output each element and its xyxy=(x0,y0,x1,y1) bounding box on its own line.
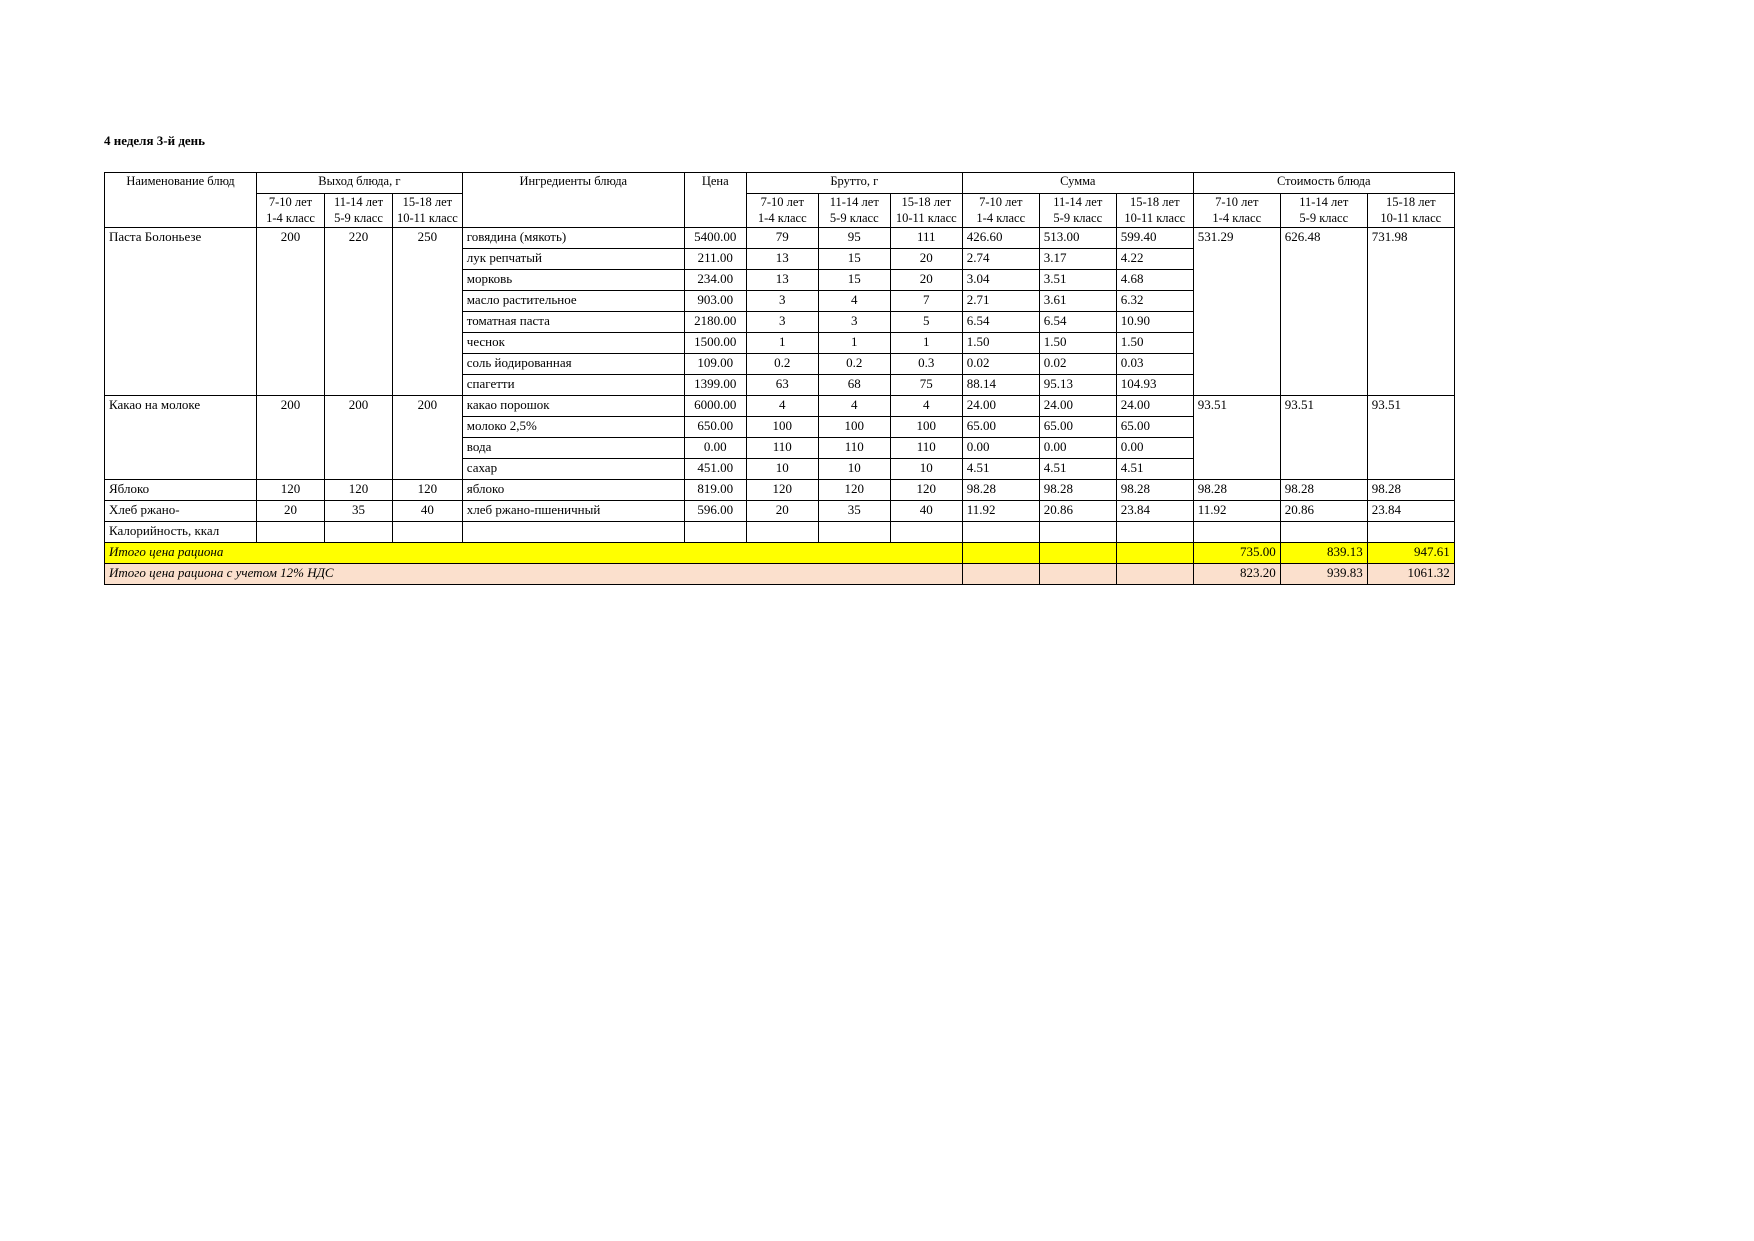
ingredient-price: 0.00 xyxy=(684,438,746,459)
dish-output-3: 250 xyxy=(393,228,463,396)
ingredient-brutto-1: 0.2 xyxy=(746,354,818,375)
dish-name: Хлеб ржано- xyxy=(105,501,257,522)
ingredient-brutto-1: 63 xyxy=(746,375,818,396)
ingredient-name: сахар xyxy=(462,459,684,480)
dish-name: Паста Болоньезе xyxy=(105,228,257,396)
ingredient-brutto-3: 5 xyxy=(890,312,962,333)
calories-cell-3 xyxy=(393,522,463,543)
ingredient-sum-2: 98.28 xyxy=(1039,480,1116,501)
ingredient-sum-3: 0.03 xyxy=(1116,354,1193,375)
ingredient-sum-2: 0.02 xyxy=(1039,354,1116,375)
ingredient-price: 2180.00 xyxy=(684,312,746,333)
total-price-value-1: 735.00 xyxy=(1193,543,1280,564)
ingredient-price: 5400.00 xyxy=(684,228,746,249)
ingredient-sum-1: 98.28 xyxy=(962,480,1039,501)
total-price-value-2: 839.13 xyxy=(1280,543,1367,564)
dish-cost-3: 23.84 xyxy=(1367,501,1454,522)
ingredient-price: 1500.00 xyxy=(684,333,746,354)
ingredient-sum-2: 95.13 xyxy=(1039,375,1116,396)
ingredient-sum-2: 20.86 xyxy=(1039,501,1116,522)
dish-output-2: 120 xyxy=(325,480,393,501)
vat-blank-3 xyxy=(1116,564,1193,585)
ingredient-sum-3: 104.93 xyxy=(1116,375,1193,396)
header-cost-age-2: 11-14 лет 5-9 класс xyxy=(1280,194,1367,228)
dish-output-1: 200 xyxy=(257,396,325,480)
ingredient-brutto-1: 100 xyxy=(746,417,818,438)
ingredient-sum-2: 1.50 xyxy=(1039,333,1116,354)
dish-cost-1: 11.92 xyxy=(1193,501,1280,522)
ingredient-price: 234.00 xyxy=(684,270,746,291)
ingredient-brutto-1: 13 xyxy=(746,270,818,291)
menu-cost-table xyxy=(104,172,1455,585)
ingredient-sum-3: 599.40 xyxy=(1116,228,1193,249)
vat-price-label: Итого цена рациона с учетом 12% НДС xyxy=(105,564,963,585)
ingredient-sum-3: 4.51 xyxy=(1116,459,1193,480)
ingredient-sum-1: 88.14 xyxy=(962,375,1039,396)
ingredient-brutto-2: 15 xyxy=(818,249,890,270)
ingredient-sum-1: 2.71 xyxy=(962,291,1039,312)
dish-name: Какао на молоке xyxy=(105,396,257,480)
ingredient-sum-1: 1.50 xyxy=(962,333,1039,354)
ingredient-brutto-2: 3 xyxy=(818,312,890,333)
calories-row xyxy=(105,522,1455,543)
total-price-value-3: 947.61 xyxy=(1367,543,1454,564)
header-name: Наименование блюд xyxy=(105,173,257,228)
ingredient-brutto-2: 4 xyxy=(818,291,890,312)
ingredient-name: молоко 2,5% xyxy=(462,417,684,438)
header-output-group: Выход блюда, г xyxy=(257,173,463,194)
vat-price-value-2: 939.83 xyxy=(1280,564,1367,585)
ingredient-sum-3: 4.68 xyxy=(1116,270,1193,291)
ingredient-brutto-1: 120 xyxy=(746,480,818,501)
header-output-age-3: 15-18 лет 10-11 класс xyxy=(393,194,463,228)
dish-cost-2: 93.51 xyxy=(1280,396,1367,480)
header-cost-age-3: 15-18 лет 10-11 класс xyxy=(1367,194,1454,228)
dish-cost-2: 98.28 xyxy=(1280,480,1367,501)
ingredient-sum-1: 0.00 xyxy=(962,438,1039,459)
ingredient-name: какао порошок xyxy=(462,396,684,417)
dish-output-3: 40 xyxy=(393,501,463,522)
ingredient-name: хлеб ржано-пшеничный xyxy=(462,501,684,522)
header-row-groups xyxy=(105,173,1455,194)
header-sum-group: Сумма xyxy=(962,173,1193,194)
dish-output-1: 120 xyxy=(257,480,325,501)
ingredient-brutto-3: 0.3 xyxy=(890,354,962,375)
table-row xyxy=(105,480,1455,501)
total-blank-2 xyxy=(1039,543,1116,564)
ingredient-sum-3: 6.32 xyxy=(1116,291,1193,312)
total-blank-3 xyxy=(1116,543,1193,564)
ingredient-sum-2: 3.51 xyxy=(1039,270,1116,291)
dish-output-1: 20 xyxy=(257,501,325,522)
table-row xyxy=(105,228,1455,249)
dish-cost-1: 98.28 xyxy=(1193,480,1280,501)
ingredient-price: 211.00 xyxy=(684,249,746,270)
table-row xyxy=(105,396,1455,417)
ingredient-price: 1399.00 xyxy=(684,375,746,396)
dish-output-3: 120 xyxy=(393,480,463,501)
ingredient-sum-1: 65.00 xyxy=(962,417,1039,438)
ingredient-sum-1: 2.74 xyxy=(962,249,1039,270)
ingredient-price: 650.00 xyxy=(684,417,746,438)
ingredient-name: масло растительное xyxy=(462,291,684,312)
ingredient-sum-3: 10.90 xyxy=(1116,312,1193,333)
calories-cell-9 xyxy=(962,522,1039,543)
dish-cost-1: 93.51 xyxy=(1193,396,1280,480)
ingredient-sum-1: 11.92 xyxy=(962,501,1039,522)
ingredient-sum-2: 513.00 xyxy=(1039,228,1116,249)
ingredient-brutto-1: 4 xyxy=(746,396,818,417)
dish-output-2: 35 xyxy=(325,501,393,522)
vat-blank-2 xyxy=(1039,564,1116,585)
calories-cell-14 xyxy=(1367,522,1454,543)
dish-output-2: 200 xyxy=(325,396,393,480)
vat-blank-1 xyxy=(962,564,1039,585)
dish-cost-3: 98.28 xyxy=(1367,480,1454,501)
header-ingredients: Ингредиенты блюда xyxy=(462,173,684,228)
header-cost-age-1: 7-10 лет 1-4 класс xyxy=(1193,194,1280,228)
ingredient-sum-3: 24.00 xyxy=(1116,396,1193,417)
calories-cell-4 xyxy=(462,522,684,543)
table-header xyxy=(105,173,1455,228)
ingredient-sum-1: 24.00 xyxy=(962,396,1039,417)
header-output-age-2: 11-14 лет 5-9 класс xyxy=(325,194,393,228)
ingredient-name: чеснок xyxy=(462,333,684,354)
vat-price-value-1: 823.20 xyxy=(1193,564,1280,585)
ingredient-brutto-2: 4 xyxy=(818,396,890,417)
dish-cost-3: 731.98 xyxy=(1367,228,1454,396)
ingredient-sum-1: 4.51 xyxy=(962,459,1039,480)
ingredient-brutto-2: 110 xyxy=(818,438,890,459)
ingredient-sum-3: 1.50 xyxy=(1116,333,1193,354)
calories-cell-6 xyxy=(746,522,818,543)
ingredient-brutto-3: 100 xyxy=(890,417,962,438)
ingredient-name: вода xyxy=(462,438,684,459)
dish-cost-2: 626.48 xyxy=(1280,228,1367,396)
dish-cost-3: 93.51 xyxy=(1367,396,1454,480)
header-brutto-age-2: 11-14 лет 5-9 класс xyxy=(818,194,890,228)
ingredient-sum-3: 23.84 xyxy=(1116,501,1193,522)
ingredient-sum-3: 65.00 xyxy=(1116,417,1193,438)
total-price-row xyxy=(105,543,1455,564)
header-brutto-age-1: 7-10 лет 1-4 класс xyxy=(746,194,818,228)
header-brutto-age-3: 15-18 лет 10-11 класс xyxy=(890,194,962,228)
calories-cell-8 xyxy=(890,522,962,543)
header-price: Цена xyxy=(684,173,746,228)
ingredient-brutto-3: 75 xyxy=(890,375,962,396)
calories-cell-1 xyxy=(257,522,325,543)
calories-cell-2 xyxy=(325,522,393,543)
header-brutto-group: Брутто, г xyxy=(746,173,962,194)
calories-cell-5 xyxy=(684,522,746,543)
ingredient-name: яблоко xyxy=(462,480,684,501)
ingredient-brutto-1: 79 xyxy=(746,228,818,249)
ingredient-brutto-3: 110 xyxy=(890,438,962,459)
ingredient-sum-2: 3.61 xyxy=(1039,291,1116,312)
ingredient-brutto-1: 3 xyxy=(746,291,818,312)
ingredient-brutto-1: 10 xyxy=(746,459,818,480)
ingredient-brutto-1: 3 xyxy=(746,312,818,333)
ingredient-sum-2: 65.00 xyxy=(1039,417,1116,438)
calories-cell-13 xyxy=(1280,522,1367,543)
ingredient-price: 596.00 xyxy=(684,501,746,522)
vat-price-row xyxy=(105,564,1455,585)
ingredient-sum-2: 6.54 xyxy=(1039,312,1116,333)
ingredient-sum-2: 24.00 xyxy=(1039,396,1116,417)
calories-cell-10 xyxy=(1039,522,1116,543)
dish-output-2: 220 xyxy=(325,228,393,396)
dish-output-1: 200 xyxy=(257,228,325,396)
ingredient-brutto-1: 13 xyxy=(746,249,818,270)
ingredient-brutto-2: 0.2 xyxy=(818,354,890,375)
ingredient-brutto-1: 20 xyxy=(746,501,818,522)
table-body xyxy=(105,228,1455,585)
ingredient-sum-2: 3.17 xyxy=(1039,249,1116,270)
dish-name: Яблоко xyxy=(105,480,257,501)
ingredient-brutto-1: 110 xyxy=(746,438,818,459)
ingredient-brutto-3: 20 xyxy=(890,249,962,270)
total-price-label: Итого цена рациона xyxy=(105,543,963,564)
header-row-ages xyxy=(105,194,1455,228)
ingredient-price: 819.00 xyxy=(684,480,746,501)
ingredient-name: спагетти xyxy=(462,375,684,396)
ingredient-name: лук репчатый xyxy=(462,249,684,270)
calories-cell-11 xyxy=(1116,522,1193,543)
ingredient-sum-1: 3.04 xyxy=(962,270,1039,291)
ingredient-sum-3: 0.00 xyxy=(1116,438,1193,459)
ingredient-sum-2: 0.00 xyxy=(1039,438,1116,459)
ingredient-brutto-3: 1 xyxy=(890,333,962,354)
ingredient-name: томатная паста xyxy=(462,312,684,333)
ingredient-price: 451.00 xyxy=(684,459,746,480)
ingredient-brutto-3: 7 xyxy=(890,291,962,312)
ingredient-sum-1: 6.54 xyxy=(962,312,1039,333)
ingredient-brutto-2: 95 xyxy=(818,228,890,249)
ingredient-sum-1: 426.60 xyxy=(962,228,1039,249)
ingredient-price: 903.00 xyxy=(684,291,746,312)
ingredient-sum-3: 98.28 xyxy=(1116,480,1193,501)
ingredient-name: морковь xyxy=(462,270,684,291)
header-sum-age-2: 11-14 лет 5-9 класс xyxy=(1039,194,1116,228)
ingredient-brutto-2: 100 xyxy=(818,417,890,438)
ingredient-brutto-2: 10 xyxy=(818,459,890,480)
ingredient-brutto-2: 35 xyxy=(818,501,890,522)
dish-cost-2: 20.86 xyxy=(1280,501,1367,522)
total-blank-1 xyxy=(962,543,1039,564)
ingredient-brutto-2: 1 xyxy=(818,333,890,354)
calories-cell-12 xyxy=(1193,522,1280,543)
ingredient-brutto-2: 120 xyxy=(818,480,890,501)
ingredient-sum-3: 4.22 xyxy=(1116,249,1193,270)
ingredient-brutto-2: 15 xyxy=(818,270,890,291)
calories-label: Калорийность, ккал xyxy=(105,522,257,543)
table-row xyxy=(105,501,1455,522)
header-sum-age-1: 7-10 лет 1-4 класс xyxy=(962,194,1039,228)
page-title: 4 неделя 3-й день xyxy=(104,133,206,148)
ingredient-brutto-1: 1 xyxy=(746,333,818,354)
ingredient-price: 109.00 xyxy=(684,354,746,375)
ingredient-name: говядина (мякоть) xyxy=(462,228,684,249)
ingredient-sum-1: 0.02 xyxy=(962,354,1039,375)
header-cost-group: Стоимость блюда xyxy=(1193,173,1454,194)
ingredient-brutto-3: 20 xyxy=(890,270,962,291)
vat-price-value-3: 1061.32 xyxy=(1367,564,1454,585)
ingredient-brutto-2: 68 xyxy=(818,375,890,396)
ingredient-brutto-3: 120 xyxy=(890,480,962,501)
dish-output-3: 200 xyxy=(393,396,463,480)
ingredient-price: 6000.00 xyxy=(684,396,746,417)
ingredient-brutto-3: 111 xyxy=(890,228,962,249)
ingredient-brutto-3: 4 xyxy=(890,396,962,417)
ingredient-brutto-3: 40 xyxy=(890,501,962,522)
header-sum-age-3: 15-18 лет 10-11 класс xyxy=(1116,194,1193,228)
ingredient-sum-2: 4.51 xyxy=(1039,459,1116,480)
ingredient-name: соль йодированная xyxy=(462,354,684,375)
ingredient-brutto-3: 10 xyxy=(890,459,962,480)
header-output-age-1: 7-10 лет 1-4 класс xyxy=(257,194,325,228)
calories-cell-7 xyxy=(818,522,890,543)
dish-cost-1: 531.29 xyxy=(1193,228,1280,396)
